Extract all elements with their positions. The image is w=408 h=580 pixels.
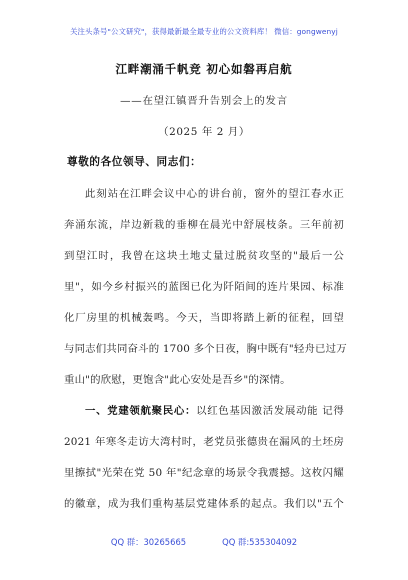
paragraph-line xyxy=(85,402,344,417)
section-heading: 一、党建领航聚民心： xyxy=(85,405,197,417)
paragraph-line: 奔涌东流，岸边新栽的垂柳在晨光中舒展枝条。三年前初 xyxy=(64,219,344,231)
page-footer xyxy=(0,536,408,548)
paragraph-line: 里擦拭"光荣在党 50 年"纪念章的场景令我震撼。这枚闪耀 xyxy=(64,467,344,479)
paragraph-line: 2021 年寒冬走访大湾村时，老党员张德贵在漏风的土坯房 xyxy=(64,436,344,448)
paragraph-text: 以红色基因激活发展动能 记得 xyxy=(196,405,345,417)
footer-qq-group-2: QQ 群:535304092 xyxy=(222,537,298,547)
paragraph-line: 重山"的欣慰，更饱含"此心安处是吾乡"的深情。 xyxy=(64,374,291,386)
salutation: 尊敬的各位领导、同志们： xyxy=(67,156,202,168)
paragraph-line: 与同志们共同奋斗的 1700 多个日夜，胸中既有"轻舟已过万 xyxy=(64,343,347,355)
document-subtitle: ——在望江镇晋升告别会上的发言 xyxy=(120,95,288,107)
paragraph-line: 到望江时，我曾在这块土地丈量过脱贫攻坚的"最后一公 xyxy=(64,250,344,262)
document-title: 江畔潮涌千帆竞 初心如磐再启航 xyxy=(115,62,293,76)
paragraph-line: 里"，如今乡村振兴的蓝图已化为阡陌间的连片果园、标准 xyxy=(64,281,344,293)
footer-qq-group-1: QQ 群：30265665 xyxy=(110,537,187,547)
document-date: （2025 年 2 月） xyxy=(158,126,250,138)
page-header-banner: 关注头条号"公文研究"，获得最新最全最专业的公文资料库！ 微信：gongwenyj xyxy=(70,27,338,36)
paragraph-line: 的徽章，成为我们重构基层党建体系的起点。我们以"五个 xyxy=(64,498,344,510)
paragraph-line: 此刻站在江畔会议中心的讲台前，窗外的望江春水正 xyxy=(85,188,344,200)
paragraph-line: 化厂房里的机械轰鸣。今天，当即将踏上新的征程，回望 xyxy=(64,312,344,324)
